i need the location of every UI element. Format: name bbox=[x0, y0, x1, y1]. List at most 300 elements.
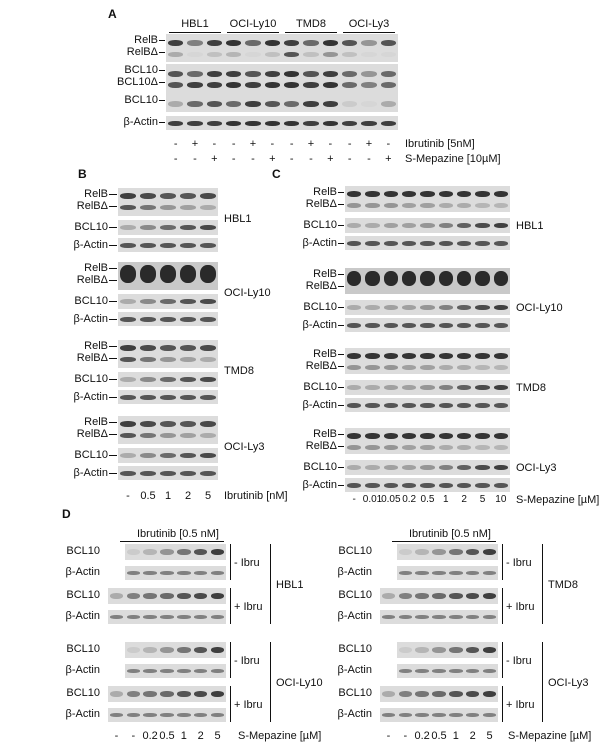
dose-label: 1 bbox=[164, 490, 172, 502]
blot-band bbox=[143, 647, 156, 653]
treatment-sign: - bbox=[193, 153, 197, 165]
blot-band bbox=[402, 403, 417, 408]
blot-band bbox=[432, 669, 445, 673]
blot-band bbox=[449, 691, 462, 697]
blot-band bbox=[449, 615, 462, 619]
row-tick bbox=[159, 70, 165, 71]
blot-band bbox=[180, 317, 196, 322]
dose-label: 2 bbox=[197, 730, 204, 742]
treatment-sign: - bbox=[231, 153, 236, 165]
blot-band bbox=[120, 317, 136, 322]
cell-line-label: OCI-Ly10 bbox=[516, 302, 563, 314]
blot-band bbox=[323, 101, 338, 107]
blot-band bbox=[177, 713, 190, 717]
blot-band bbox=[494, 241, 509, 246]
blot-band bbox=[211, 549, 224, 555]
blot-band bbox=[432, 615, 445, 619]
blot-band bbox=[200, 453, 216, 458]
row-tick bbox=[338, 485, 344, 486]
blot-band bbox=[200, 377, 216, 382]
blot-band bbox=[494, 223, 509, 228]
blot-band bbox=[432, 571, 445, 575]
blot-band bbox=[420, 353, 435, 359]
minus-ibru-label: - Ibru bbox=[506, 557, 532, 569]
plus-ibru-label: + Ibru bbox=[506, 699, 535, 711]
blot-band bbox=[160, 317, 176, 322]
blot-band bbox=[361, 101, 376, 107]
blot-band bbox=[365, 323, 380, 328]
blot-band bbox=[160, 647, 173, 653]
blot-band bbox=[415, 713, 428, 717]
dose-label: 0.2 bbox=[142, 730, 158, 742]
blot-band bbox=[265, 82, 280, 88]
plus-ibru-bracket bbox=[230, 588, 231, 624]
cell-line-label: TMD8 bbox=[548, 579, 578, 591]
blot-band bbox=[439, 191, 454, 197]
dose-label: 0.5 bbox=[420, 494, 435, 505]
blot-band bbox=[457, 365, 472, 370]
treatment-sign: + bbox=[191, 138, 199, 150]
dose-label: 0.5 bbox=[140, 490, 156, 502]
blot-band bbox=[211, 647, 224, 653]
minus-ibru-bracket bbox=[230, 544, 231, 580]
blot-band bbox=[140, 243, 156, 248]
row-label: RelB bbox=[84, 416, 108, 428]
blot-band bbox=[194, 669, 207, 673]
blot-band bbox=[494, 445, 509, 450]
blot-band bbox=[127, 691, 140, 697]
row-label: RelBΔ bbox=[305, 198, 337, 210]
blot-band bbox=[399, 647, 412, 653]
blot-band bbox=[177, 593, 190, 599]
blot-actin bbox=[118, 390, 218, 404]
blot-band bbox=[420, 365, 435, 370]
blot-band bbox=[211, 669, 224, 673]
blot-band bbox=[177, 549, 190, 555]
blot-bcl10-plus bbox=[108, 588, 226, 604]
blot-band bbox=[399, 713, 412, 717]
blot-band bbox=[420, 241, 435, 246]
blot-band bbox=[432, 593, 445, 599]
blot-band bbox=[120, 433, 136, 438]
blot-band bbox=[303, 121, 318, 126]
blot-band bbox=[211, 691, 224, 697]
blot-band bbox=[382, 593, 395, 599]
blot-band bbox=[211, 593, 224, 599]
blot-band bbox=[284, 82, 299, 88]
blot-band bbox=[384, 241, 399, 246]
blot-band bbox=[226, 82, 241, 88]
cell-line-header: TMD8 bbox=[296, 18, 326, 30]
blot-band bbox=[180, 395, 196, 400]
treatment-sign: + bbox=[385, 153, 392, 165]
blot-band bbox=[194, 549, 207, 555]
blot-band bbox=[120, 395, 136, 400]
blot-bcl10 bbox=[118, 448, 218, 463]
blot-bcl10-plus bbox=[380, 588, 498, 604]
blot-band bbox=[420, 271, 435, 286]
blot-band bbox=[180, 345, 196, 351]
row-label: BCL10 bbox=[66, 643, 100, 655]
panel-label-d: D bbox=[62, 507, 71, 521]
treatment-sign: - bbox=[347, 153, 352, 165]
row-label: RelB bbox=[313, 348, 337, 360]
blot-band bbox=[420, 385, 435, 390]
minus-ibru-bracket bbox=[502, 544, 503, 580]
row-label: β-Actin bbox=[65, 664, 100, 676]
blot-band bbox=[110, 713, 123, 717]
blot-band bbox=[399, 691, 412, 697]
blot-band bbox=[382, 713, 395, 717]
minus-ibru-bracket bbox=[502, 642, 503, 678]
blot-band bbox=[245, 40, 260, 46]
row-label: RelB bbox=[313, 428, 337, 440]
blot-band bbox=[402, 305, 417, 310]
row-label: BCL10 bbox=[74, 449, 108, 461]
plus-ibru-bracket bbox=[230, 686, 231, 722]
blot-band bbox=[457, 385, 472, 390]
blot-band bbox=[160, 691, 173, 697]
blot-band bbox=[381, 101, 396, 107]
blot-band bbox=[200, 471, 216, 476]
blot-band bbox=[449, 593, 462, 599]
blot-band bbox=[200, 205, 216, 210]
row-tick bbox=[109, 245, 117, 246]
blot-band bbox=[381, 82, 396, 88]
blot-band bbox=[494, 191, 509, 197]
dose-axis-label: S-Mepazine [µM] bbox=[516, 494, 600, 506]
blot-band bbox=[347, 271, 362, 286]
blot-band bbox=[180, 453, 196, 458]
blot-band bbox=[143, 691, 156, 697]
blot-bcl10-plus bbox=[108, 686, 226, 702]
blot-band bbox=[187, 71, 202, 77]
blot-band bbox=[494, 433, 509, 439]
cell-line-label: TMD8 bbox=[224, 365, 254, 377]
blot-actin bbox=[118, 466, 218, 480]
blot-actin-minus bbox=[397, 566, 498, 580]
blot-band bbox=[384, 403, 399, 408]
blot-band bbox=[449, 713, 462, 717]
blot-band bbox=[120, 193, 136, 199]
row-label: BCL10 bbox=[338, 545, 372, 557]
blot-band bbox=[226, 71, 241, 77]
blot-band bbox=[457, 483, 472, 488]
blot-band bbox=[365, 385, 380, 390]
blot-band bbox=[439, 445, 454, 450]
blot-band bbox=[365, 433, 380, 439]
treatment-sign: - bbox=[173, 138, 178, 150]
blot-band bbox=[365, 403, 380, 408]
cell-line-label: TMD8 bbox=[516, 382, 546, 394]
row-label: BCL10 bbox=[303, 219, 337, 231]
blot-band bbox=[284, 40, 299, 46]
blot-band bbox=[466, 593, 479, 599]
blot-band bbox=[303, 71, 318, 77]
blot-actin bbox=[345, 318, 510, 332]
blot-band bbox=[420, 465, 435, 470]
blot-band bbox=[475, 203, 490, 208]
row-label: BCL10Δ bbox=[117, 76, 158, 88]
blot-band bbox=[475, 445, 490, 450]
treatment-sign: - bbox=[347, 138, 352, 150]
blot-band bbox=[143, 571, 156, 575]
blot-band bbox=[168, 82, 183, 88]
cell-line-bracket bbox=[343, 32, 395, 33]
blot-band bbox=[384, 365, 399, 370]
treatment-sign: - bbox=[367, 153, 371, 165]
treatment-sign: + bbox=[211, 153, 218, 165]
row-tick bbox=[109, 455, 117, 456]
row-tick bbox=[159, 100, 165, 101]
blot-band bbox=[200, 225, 216, 230]
blot-band bbox=[187, 121, 202, 126]
blot-band bbox=[449, 647, 462, 653]
plus-ibru-bracket bbox=[502, 686, 503, 722]
blot-band bbox=[127, 615, 140, 619]
blot-band bbox=[127, 571, 140, 575]
blot-bcl10 bbox=[118, 372, 218, 387]
blot-band bbox=[265, 40, 280, 46]
row-tick bbox=[109, 227, 117, 228]
blot-band bbox=[384, 445, 399, 450]
blot-band bbox=[420, 305, 435, 310]
blot-band bbox=[365, 483, 380, 488]
row-label: RelBΔ bbox=[126, 46, 158, 58]
blot-band bbox=[160, 549, 173, 555]
blot-band bbox=[483, 647, 496, 653]
blot-band bbox=[211, 713, 224, 717]
blot-band bbox=[140, 345, 156, 351]
treatment-sign: - bbox=[289, 153, 294, 165]
dose-axis-label: S-Mepazine [µM] bbox=[508, 730, 592, 742]
blot-actin-plus bbox=[380, 610, 498, 624]
plus-ibru-bracket bbox=[502, 588, 503, 624]
blot-bcl10 bbox=[345, 218, 510, 233]
cell-line-header: OCI-Ly3 bbox=[348, 18, 390, 30]
dose-label: 5 bbox=[204, 490, 212, 502]
row-label: BCL10 bbox=[303, 381, 337, 393]
blot-band bbox=[365, 271, 380, 286]
blot-band bbox=[160, 669, 173, 673]
treatment-sign: + bbox=[269, 153, 276, 165]
blot-band bbox=[384, 483, 399, 488]
blot-band bbox=[284, 52, 299, 57]
blot-band bbox=[402, 203, 417, 208]
blot-band bbox=[120, 453, 136, 458]
blot-band bbox=[483, 571, 496, 575]
blot-band bbox=[449, 549, 462, 555]
blot-band bbox=[110, 691, 123, 697]
blot-band bbox=[466, 647, 479, 653]
row-tick bbox=[338, 192, 344, 193]
row-tick bbox=[338, 387, 344, 388]
blot-band bbox=[187, 101, 202, 107]
blot-band bbox=[323, 52, 338, 57]
blot-band bbox=[475, 365, 490, 370]
blot-band bbox=[160, 225, 176, 230]
blot-band bbox=[226, 101, 241, 107]
blot-actin bbox=[166, 116, 398, 130]
treatment-sign: - bbox=[289, 138, 294, 150]
blot-band bbox=[384, 223, 399, 228]
minus-ibru-label: - Ibru bbox=[506, 655, 532, 667]
blot-band bbox=[365, 353, 380, 359]
blot-band bbox=[347, 365, 362, 370]
blot-band bbox=[415, 549, 428, 555]
blot-band bbox=[439, 465, 454, 470]
blot-band bbox=[402, 271, 417, 286]
blot-band bbox=[347, 323, 362, 328]
blot-band bbox=[160, 421, 176, 427]
row-label: β-Actin bbox=[73, 391, 108, 403]
blot-band bbox=[347, 385, 362, 390]
blot-band bbox=[127, 593, 140, 599]
blot-band bbox=[475, 241, 490, 246]
blot-band bbox=[399, 593, 412, 599]
blot-band bbox=[382, 615, 395, 619]
blot-actin bbox=[345, 236, 510, 250]
blot-band bbox=[439, 241, 454, 246]
blot-band bbox=[457, 271, 472, 286]
row-label: BCL10 bbox=[74, 221, 108, 233]
blot-band bbox=[415, 669, 428, 673]
blot-band bbox=[194, 691, 207, 697]
blot-band bbox=[143, 593, 156, 599]
row-label: RelBΔ bbox=[76, 274, 108, 286]
blot-band bbox=[361, 52, 376, 57]
blot-band bbox=[245, 71, 260, 77]
row-label: β-Actin bbox=[65, 708, 100, 720]
blot-relb bbox=[345, 348, 510, 374]
treatment-sign: + bbox=[249, 138, 257, 150]
row-label: BCL10 bbox=[338, 643, 372, 655]
blot-band bbox=[127, 647, 140, 653]
blot-band bbox=[365, 191, 380, 197]
blot-band bbox=[420, 323, 435, 328]
dose-axis-label: S-Mepazine [µM] bbox=[238, 730, 322, 742]
blot-actin-plus bbox=[108, 708, 226, 722]
row-label: BCL10 bbox=[124, 94, 158, 106]
blot-band bbox=[180, 243, 196, 248]
cell-line-label: HBL1 bbox=[276, 579, 304, 591]
blot-band bbox=[432, 647, 445, 653]
blot-band bbox=[475, 433, 490, 439]
blot-band bbox=[361, 82, 376, 88]
blot-band bbox=[475, 191, 490, 197]
blot-band bbox=[402, 483, 417, 488]
cell-line-label: OCI-Ly3 bbox=[224, 441, 265, 453]
blot-bcl10-plus bbox=[380, 686, 498, 702]
cell-line-bracket bbox=[542, 544, 543, 624]
cell-line-bracket bbox=[285, 32, 337, 33]
blot-band bbox=[180, 471, 196, 476]
blot-band bbox=[180, 421, 196, 427]
blot-band bbox=[494, 305, 509, 310]
blot-band bbox=[457, 445, 472, 450]
blot-band bbox=[475, 403, 490, 408]
blot-band bbox=[211, 571, 224, 575]
blot-band bbox=[494, 403, 509, 408]
blot-band bbox=[143, 713, 156, 717]
blot-band bbox=[494, 203, 509, 208]
blot-band bbox=[127, 549, 140, 555]
dose-label: 5 bbox=[479, 494, 486, 505]
blot-bcl10 bbox=[345, 300, 510, 315]
blot-bcl10-minus bbox=[397, 544, 498, 560]
dose-label: - bbox=[386, 730, 391, 742]
blot-band bbox=[140, 357, 156, 362]
row-tick bbox=[338, 354, 344, 355]
cell-line-bracket bbox=[227, 32, 279, 33]
treatment-sign: - bbox=[251, 153, 255, 165]
blot-band bbox=[384, 385, 399, 390]
blot-band bbox=[457, 433, 472, 439]
blot-band bbox=[160, 433, 176, 438]
blot-band bbox=[466, 615, 479, 619]
blot-band bbox=[457, 191, 472, 197]
blot-band bbox=[160, 377, 176, 382]
blot-band bbox=[160, 265, 176, 283]
blot-band bbox=[402, 353, 417, 359]
blot-band bbox=[475, 385, 490, 390]
blot-band bbox=[402, 465, 417, 470]
blot-band bbox=[140, 265, 156, 283]
blot-band bbox=[420, 223, 435, 228]
blot-relb bbox=[118, 416, 218, 444]
header-rule bbox=[120, 541, 224, 542]
blot-band bbox=[207, 82, 222, 88]
blot-band bbox=[323, 71, 338, 77]
blot-band bbox=[200, 265, 216, 283]
row-label: RelB bbox=[84, 262, 108, 274]
blot-band bbox=[475, 353, 490, 359]
blot-band bbox=[466, 691, 479, 697]
blot-band bbox=[194, 713, 207, 717]
cell-line-header: OCI-Ly10 bbox=[229, 18, 277, 30]
blot-band bbox=[494, 465, 509, 470]
treatment-sign: - bbox=[212, 138, 217, 150]
blot-band bbox=[168, 101, 183, 107]
blot-band bbox=[402, 323, 417, 328]
blot-band bbox=[120, 471, 136, 476]
blot-band bbox=[177, 669, 190, 673]
blot-band bbox=[399, 669, 412, 673]
smepazine-label: S-Mepazine [10µM] bbox=[405, 153, 501, 165]
ibrutinib-header: Ibrutinib [0.5 nM] bbox=[409, 528, 491, 540]
row-tick bbox=[109, 301, 117, 302]
row-tick bbox=[338, 405, 344, 406]
blot-band bbox=[399, 549, 412, 555]
blot-band bbox=[265, 71, 280, 77]
cell-line-label: OCI-Ly10 bbox=[224, 287, 271, 299]
blot-bcl10-delta bbox=[166, 64, 398, 96]
blot-band bbox=[120, 377, 136, 382]
blot-band bbox=[361, 121, 376, 126]
blot-bcl10 bbox=[345, 380, 510, 395]
blot-band bbox=[140, 471, 156, 476]
blot-actin-minus bbox=[397, 664, 498, 678]
blot-band bbox=[342, 121, 357, 126]
blot-band bbox=[402, 433, 417, 439]
blot-band bbox=[143, 549, 156, 555]
blot-band bbox=[180, 433, 196, 438]
dose-label: - bbox=[131, 730, 136, 742]
row-label: RelB bbox=[313, 268, 337, 280]
blot-band bbox=[439, 323, 454, 328]
blot-bcl10 bbox=[166, 96, 398, 112]
blot-band bbox=[265, 101, 280, 107]
